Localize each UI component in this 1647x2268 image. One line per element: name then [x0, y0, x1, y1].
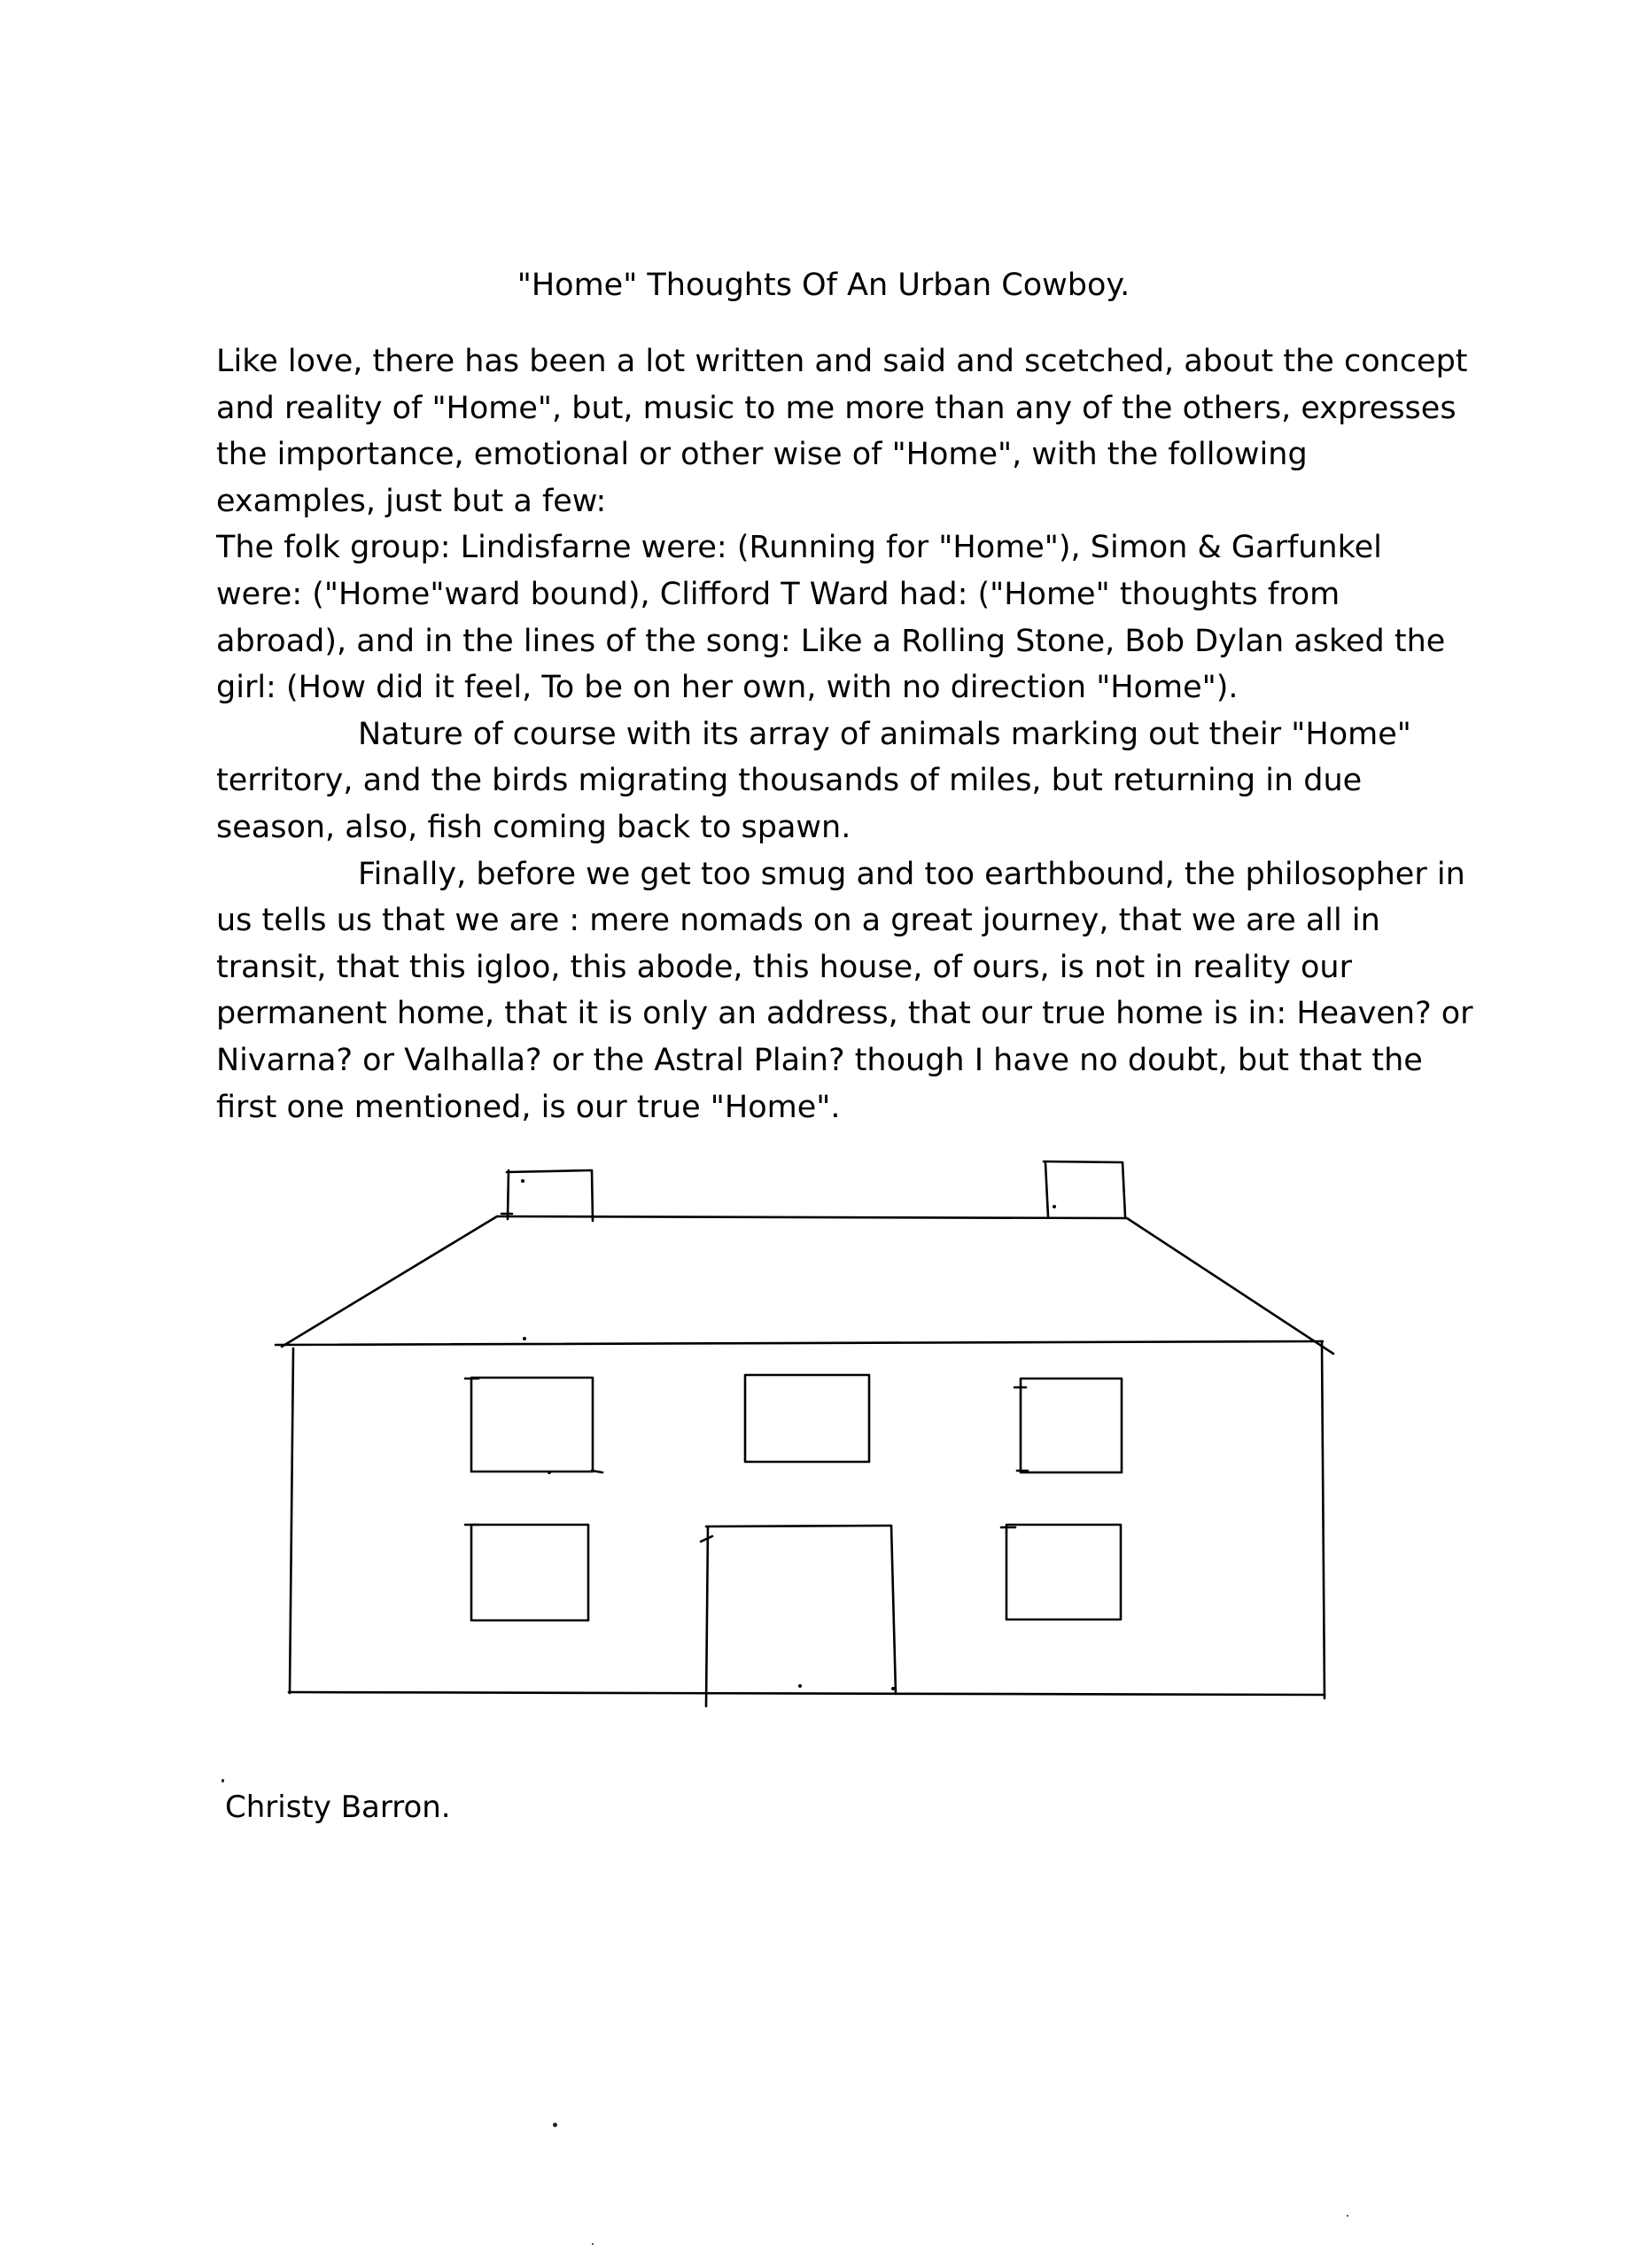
scan-speck [592, 2243, 594, 2245]
scan-speck [221, 1779, 224, 1783]
window-upper-middle [745, 1375, 869, 1462]
front-door [701, 1526, 896, 1706]
house-walls [289, 1341, 1325, 1698]
scan-speck [553, 2123, 557, 2127]
paragraph-music-examples: The folk group: Lindisfarne were: (Running for "Home"), Simon & Garfunkel were: ("Home"ward bound), Clifford T Ward had: ("Home" thoughts from abroad), and in the lines of the song: Like a Rolling Stone, Bob Dylan asked the girl: (How did it feel, To be on her own, with no direction "Home"). [216, 530, 1446, 706]
window-upper-right [1021, 1379, 1122, 1472]
sketch-marks [521, 1179, 1056, 1690]
roof [276, 1216, 1333, 1354]
window-lower-right [1006, 1525, 1121, 1619]
paragraph-intro: Like love, there has been a lot written and said and scetched, about the concept and reality of "Home", but, music to me more than any of the others, expresses the importance, emotional or other wise of "Home", with the following examples, just but a few: [216, 344, 1468, 519]
document-body [216, 338, 1474, 1130]
paragraph-philosophy: Finally, before we get too smug and too earthbound, the philosopher in us tells us that we are : mere nomads on a great journey, that we are all in transit, that this igloo, this abode, this house, of ours, is not in reality our permanent home, that it is only an address, that our true home is in: Heaven? or Nivarna? or Valhalla? or the Astral Plain? though I have no doubt, but that the first one mentioned, is our true "Home". [216, 856, 1473, 1125]
window-upper-left [471, 1378, 593, 1472]
chimney-right [1044, 1161, 1125, 1216]
window-lower-left [471, 1525, 588, 1620]
document-title: "Home" Thoughts Of An Urban Cowboy. [517, 268, 1130, 303]
author-signature: Christy Barron. [225, 1790, 451, 1825]
paragraph-nature: Nature of course with its array of animals marking out their "Home" territory, and the birds migrating thousands of miles, but returning in due season, also, fish coming back to spawn. [216, 716, 1411, 845]
chimney-left [501, 1170, 593, 1221]
scan-speck [1347, 2215, 1348, 2217]
